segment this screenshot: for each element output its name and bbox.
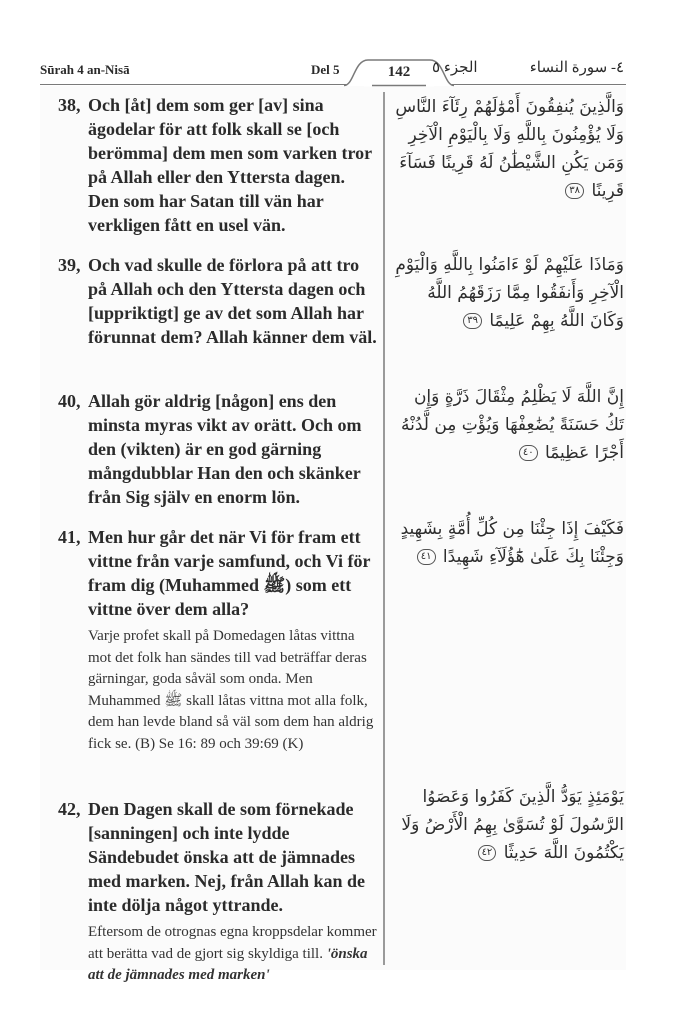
ayah-number-marker: ٤٠: [519, 445, 538, 461]
verse-text: Men hur går det när Vi för fram ett vittne från varje samfund, och Vi för fram dig (Muhammed ﷺ) som ett vittne över dem alla?: [88, 527, 371, 619]
verse-text: Den Dagen skall de som förnekade [sanningen] och inte lydde Sändebudet önska att de jämnades med marken. Nej, från Allah kan de inte dölja något yttrande.: [88, 799, 366, 915]
verse-42: [58, 797, 380, 987]
arabic-text: يَوْمَئِذٍ يَوَدُّ الَّذِينَ كَفَرُوا وَعَصَوُا الرَّسُولَ لَوْ تُسَوَّىٰ بِهِمُ الْأَرْضُ وَلَا يَكْتُمُونَ اللَّهَ حَدِيثًا: [401, 787, 624, 863]
verse-40: [58, 389, 380, 517]
translation-column: [58, 93, 380, 995]
commentary-text: Eftersom de otrognas egna kroppsdelar kommer att berätta vad de gjort sig skyldiga till.: [88, 924, 377, 962]
surah-title-arabic: ٤- سورة النساء: [529, 60, 624, 76]
ayah-number-marker: ٤٢: [478, 845, 497, 861]
ayah-number-marker: ٣٩: [463, 313, 482, 329]
verse-39: [58, 253, 380, 381]
arabic-text: وَالَّذِينَ يُنفِقُونَ أَمْوَٰلَهُمْ رِئَآءَ النَّاسِ وَلَا يُؤْمِنُونَ بِاللَّهِ وَلَا بِالْيَوْمِ الْآخِرِ وَمَن يَكُنِ الشَّيْطَٰنُ لَهُ قَرِينًا فَسَآءَ قَرِينًا: [395, 97, 624, 201]
header-rule: [40, 84, 626, 85]
verse-number: 41,: [58, 527, 81, 547]
verse-38: [58, 93, 380, 245]
verse-text: Allah gör aldrig [någon] ens den minsta myras vikt av orätt. Och om den (vikten) är en god gärning mångdubblar Han den och skänker från Sig själv en enorm lön.: [88, 391, 362, 507]
column-divider: [383, 92, 385, 965]
commentary-emphasis: 'önska att de jämnades med marken': [88, 945, 368, 983]
ayah-number-marker: ٤١: [417, 549, 436, 565]
verse-number: 40,: [58, 391, 81, 411]
arabic-text: فَكَيْفَ إِذَا جِئْنَا مِن كُلِّ أُمَّةٍ بِشَهِيدٍ وَجِئْنَا بِكَ عَلَىٰ هَٰٓؤُلَآءِ شَهِيدًا: [400, 519, 624, 567]
arabic-verse-38: [392, 93, 624, 205]
commentary-note: Varje profet skall på Domedagen låtas vittna mot det folk han sändes till vad beträffar deras gärningar, goda såväl som onda. Men Muhammed ﷺ skall låtas vittna mot alla folk, dem han levde bland så väl som dem han aldrig fick se. (B) Se 16: 89 och 39:69 (K): [88, 628, 374, 752]
verse-41: [58, 525, 380, 789]
arabic-verse-40: [392, 383, 624, 467]
verse-number: 42,: [58, 799, 81, 819]
commentary-note: [88, 922, 380, 987]
verse-number: 39,: [58, 255, 81, 275]
ayah-number-marker: ٣٨: [565, 183, 584, 199]
page-number: 142: [387, 64, 411, 80]
part-label-arabic: الجزء ٥: [432, 60, 478, 76]
verse-text: Och [åt] dem som ger [av] sina ägodelar för att folk skall se [och berömma] dem men som varken tror på Allah eller den Yttersta dagen. Den som har Satan till vän har verkligen fått en usel vän.: [88, 95, 372, 235]
arabic-verse-42: [392, 783, 624, 867]
page-header: [40, 56, 626, 86]
arabic-text: وَمَاذَا عَلَيْهِمْ لَوْ ءَامَنُوا بِاللَّهِ وَالْيَوْمِ الْآخِرِ وَأَنفَقُوا مِمَّا رَزَقَهُمُ اللَّهُ وَكَانَ اللَّهُ بِهِمْ عَلِيمًا: [395, 255, 624, 331]
verse-number: 38,: [58, 95, 81, 115]
arabic-text: إِنَّ اللَّهَ لَا يَظْلِمُ مِثْقَالَ ذَرَّةٍ وَإِن تَكُ حَسَنَةً يُضَٰعِفْهَا وَيُؤْتِ مِن لَّدُنْهُ أَجْرًا عَظِيمًا: [400, 387, 624, 463]
arabic-verse-41: [392, 515, 624, 571]
surah-title-latin: Sūrah 4 an-Nisā: [40, 62, 130, 77]
verse-text: Och vad skulle de förlora på att tro på Allah och den Yttersta dagen och [uppriktigt] ge av det som Allah har förunnat dem? Allah känner dem väl.: [88, 255, 377, 347]
arabic-verse-39: [392, 251, 624, 335]
part-label-latin: Del 5: [311, 62, 340, 77]
